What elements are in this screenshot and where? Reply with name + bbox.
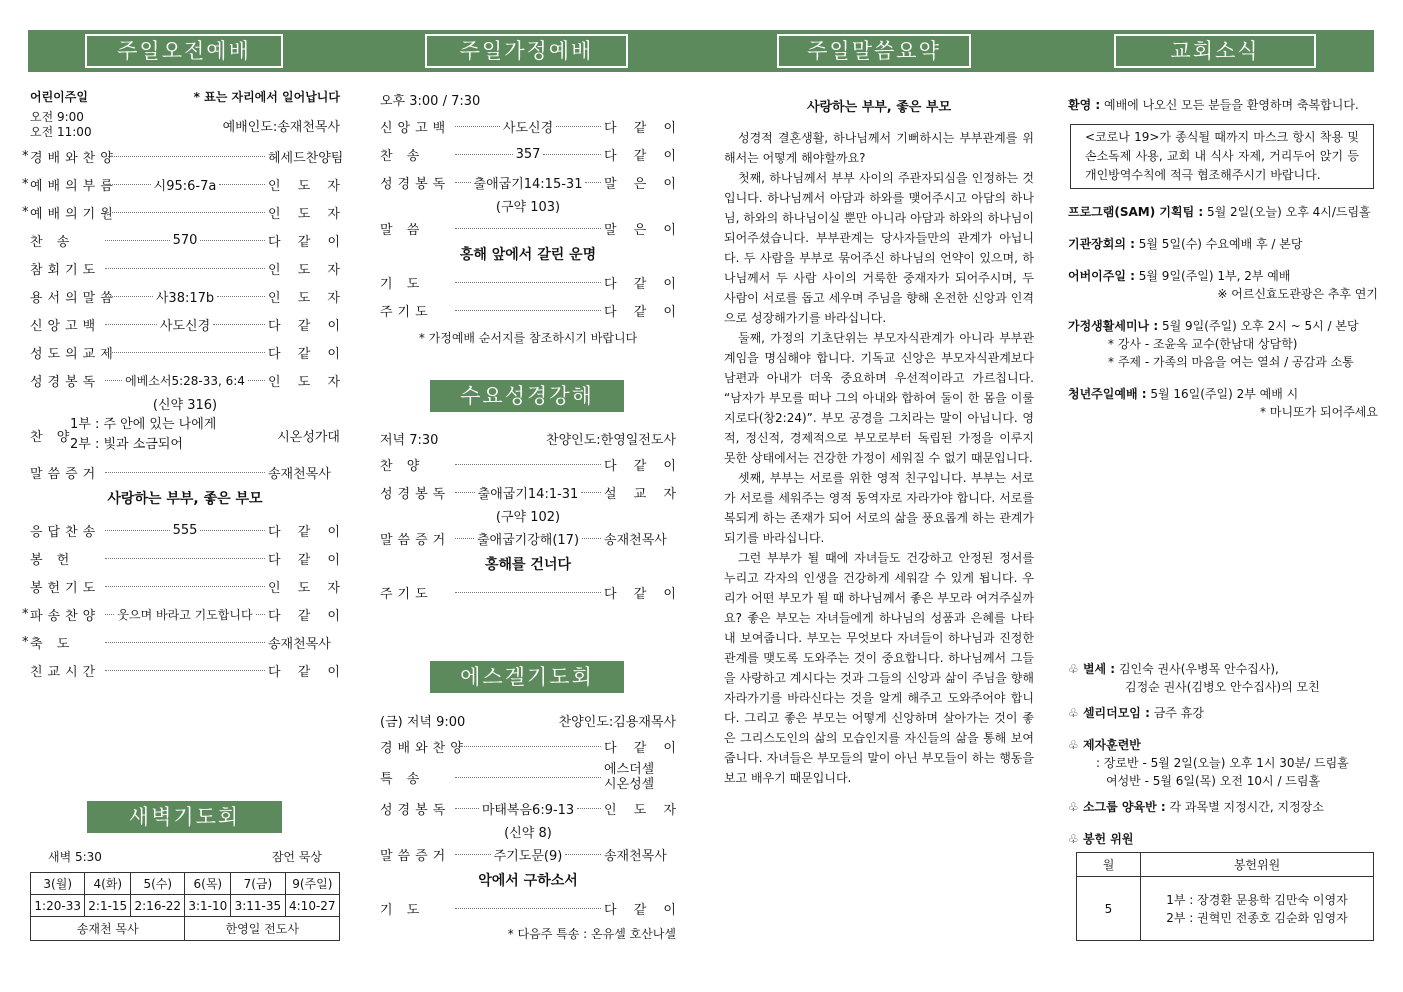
order-person: 다 같 이	[268, 346, 340, 362]
order-person: 인 도 자	[268, 178, 340, 194]
order-row	[380, 214, 676, 242]
dawn-cell: 3(월)	[31, 873, 85, 895]
order-row	[380, 168, 676, 196]
dawn-cell: 4:10-27	[285, 895, 339, 917]
order-row	[380, 578, 676, 606]
praise-1: 1부 : 주 안에 있는 나에게	[70, 417, 217, 432]
order-label: 성도의교제	[30, 346, 118, 362]
order-content: 출애굽기14:1-31	[477, 486, 579, 502]
order-row	[30, 366, 340, 394]
esc-title: 악에서 구하소서	[478, 873, 578, 889]
order-row	[30, 338, 340, 366]
order-label: 찬 송	[380, 148, 425, 164]
order-row	[22, 628, 340, 656]
order-row	[30, 544, 340, 572]
family-time: 오후 3:00 / 7:30	[380, 94, 481, 109]
order-label: 경배와찬양	[380, 740, 468, 756]
order-row	[380, 840, 676, 868]
order-content: 570	[172, 232, 198, 248]
order-row	[22, 170, 340, 198]
dawn-cell: 9(주일)	[285, 873, 339, 895]
esc-sub: (신약 8)	[504, 826, 552, 841]
covid-notice: <코로나 19>가 종식될 때까지 마스크 항시 착용 및 손소독제 사용, 교회 내 식사 자제, 거리두어 앉기 등 개인방역수칙에 적극 협조해주시기 바랍니다.	[1070, 124, 1374, 189]
wed-sub: (구약 102)	[495, 510, 561, 525]
order-row	[30, 572, 340, 600]
church-news-2: ♧ 별세 : 김인숙 권사(우병목 안수집사), 김정순 권사(김병오 안수집사)의 모친 ♧ 셀리더모임 : 금주 휴강 ♧ 제자훈련반 : 장로반 - 5월 2일(오늘) 오후 1시 30분/ 드림홀 여성반 - 5월 6일(목) 오전 10시 / 드림홀 ♧ 소그룹 양육반 : 각 과목별 지정시간, 지정장소 ♧ 봉헌 위원 월 봉헌위원 5 1부 : 장경환 문용학 김만숙 이영자 2부 : 권혁민 전종호 김순화 임영자	[1068, 660, 1378, 941]
order-label: 찬 송	[30, 234, 75, 250]
sermon-summary	[724, 96, 1034, 788]
order-row	[30, 656, 340, 684]
esc-time: (금) 저녁 9:00	[380, 714, 466, 730]
order-person: 다 같 이	[268, 524, 341, 540]
praise-2: 2부 : 빛과 소금되어	[70, 437, 183, 452]
news-item: 청년주일예배 : 5월 16일(주일) 2부 예배 시 * 마니또가 되어주세요	[1068, 387, 1378, 419]
order-row	[380, 524, 676, 552]
dawn-prayer	[30, 848, 340, 941]
order-person: 헤세드찬양팀	[268, 150, 344, 166]
family-worship	[380, 90, 676, 352]
dawn-cell: 6(목)	[185, 873, 231, 895]
esc-leader: 찬양인도:김용재목사	[558, 714, 676, 730]
order-person: 송재천목사	[268, 636, 331, 652]
family-title: 홍해 앞에서 갈린 운명	[459, 247, 597, 263]
order-label: 파송찬양	[30, 608, 101, 624]
order-person: 다 같 이	[604, 120, 677, 136]
order-person: 인 도 자	[268, 580, 340, 596]
order-person: 인 도 자	[268, 206, 340, 222]
order-label: 말씀증거	[380, 532, 451, 548]
order-label: 신앙고백	[380, 120, 451, 136]
order-label: 신앙고백	[30, 318, 101, 334]
order-row	[380, 140, 676, 168]
order-label: 친교시간	[30, 664, 101, 680]
order-row	[30, 282, 340, 310]
wed-header: 수요성경강해	[430, 380, 624, 412]
dawn-cell: 3:11-35	[231, 895, 285, 917]
esc-header: 에스겔기도회	[430, 661, 624, 693]
order-label: 축 도	[30, 636, 75, 652]
order-label: 성경봉독	[380, 802, 451, 818]
welcome-text: 예배에 나오신 모든 분들을 환영하며 축복합니다.	[1104, 98, 1359, 112]
order-label: 기 도	[380, 902, 425, 918]
order-person: 다 같 이	[604, 458, 676, 474]
order-row	[380, 478, 676, 506]
worship-leader: 예배인도:송재천목사	[222, 119, 340, 135]
order-content: 시95:6-7a	[153, 178, 217, 194]
order-person: 다 같 이	[604, 304, 676, 320]
section-header-sermon: 주일말씀요약	[777, 34, 971, 68]
order-person: 설 교 자	[604, 486, 677, 502]
family-sub: (구약 103)	[495, 200, 561, 215]
order-person: 송재천목사	[604, 848, 667, 864]
sermon-paragraph: 그런 부부가 될 때에 자녀들도 건강하고 안정된 정서를 누리고 각자의 인생을 건강하게 세워갈 수 있게 됩니다. 우리가 어떤 부모가 될 때 하나님께서 좋은 부모라 여겨주실까요? 좋은 부모는 자녀들에게 하나님의 성품과 은혜를 나타내 보여줍니다. 부모는 무엇보다 자녀들이 하나님과 진정한 관계를 맺도록 도와주는 것이 중요합니다. 하나님께서 그들을 사랑하고 계시다는 것과 그들의 신앙과 삶이 주님을 향해 자라가기를 바라신다는 것을 알게 해주고 도와주어야 합니다. 그리고 좋은 부모는 어떻게 신앙하며 살아가는 것이 좋은 그리스도인의 삶의 모습인지를 자신들의 삶을 통해 보여줍니다. 자녀들은 부모들의 말이 아닌 부모들이 하는 행동을 보고 배우기 때문입니다.	[724, 551, 1034, 785]
order-row	[380, 450, 676, 478]
order-row	[30, 226, 340, 254]
dawn-cell: 3:1-10	[185, 895, 231, 917]
order-person: 인 도 자	[604, 802, 677, 818]
section-header-family: 주일가정예배	[425, 34, 628, 68]
dawn-table	[30, 872, 340, 941]
sermon-title: 사랑하는 부부, 좋은 부모	[107, 491, 263, 507]
sermon-row: 말씀증거 송재천목사	[30, 466, 331, 482]
order-person: 다 같 이	[604, 740, 676, 756]
star-mark: *	[22, 148, 29, 164]
order-content: 사38:17b	[155, 290, 215, 306]
dawn-cell: 4(화)	[85, 873, 131, 895]
dawn-header: 새벽기도회	[87, 801, 282, 833]
news-item: 기관장회의 : 5월 5일(수) 수요예배 후 / 본당	[1068, 237, 1303, 251]
order-label: 예배의부름	[30, 178, 118, 194]
order-label: 주기도	[380, 586, 433, 602]
ezekiel-prayer	[380, 708, 676, 946]
sermon-summary-title: 사랑하는 부부, 좋은 부모	[806, 100, 952, 115]
order-label: 말 씀	[380, 222, 425, 238]
esc-note: * 다음주 특송 : 온유셀 호산나셀	[507, 927, 676, 941]
order-person: 송재천목사	[604, 532, 667, 548]
order-person: 다 같 이	[268, 552, 340, 568]
sermon-paragraph: 둘째, 가정의 기초단위는 부모자식관계가 아니라 부부관계임을 명심해야 합니다. 기독교 신앙은 부모자식관계보다 남편과 아내가 더욱 중요하며 우선적이라고 가르칩니다. “남자가 부모를 떠나 그의 아내와 합하여 둘이 한 몸을 이룰지로다(창2:24)”. 부모 공경을 그치라는 말이 아닙니다. 영적, 정신적, 경제적으로 부모로부터 독립된 가정을 이루지 못한 상태에서는 건강한 가정이 세워질 수 없기 때문입니다.	[724, 331, 1034, 465]
praise-choir: 시온성가대	[277, 429, 340, 445]
dawn-time: 새벽 5:30	[48, 850, 102, 864]
order-content: 주기도문(9)	[493, 848, 563, 864]
order-label: 성경봉독	[30, 374, 101, 390]
order-label: 용서의말씀	[30, 290, 118, 306]
order-person: 말 은 이	[604, 176, 676, 192]
order-label: 응답찬송	[30, 524, 101, 540]
star-mark: *	[22, 176, 29, 192]
order-label: 경배와찬양	[30, 150, 118, 166]
wed-time: 저녁 7:30	[380, 432, 439, 448]
dawn-cell: 2:1-15	[85, 895, 131, 917]
order-content: 웃으며 바라고 기도합니다	[117, 607, 253, 622]
order-row	[380, 268, 676, 296]
order-content: 사도신경	[159, 318, 211, 334]
wed-leader: 찬양인도:한영일전도사	[546, 432, 676, 448]
order-person: 다 같 이	[268, 608, 340, 624]
news-item: 어버이주일 : 5월 9일(주일) 1부, 2부 예배 ※ 어르신효도관광은 추후 연기	[1068, 269, 1378, 301]
order-row	[22, 142, 344, 170]
order-label: 참회기도	[30, 262, 101, 278]
order-content: 출애굽기강해(17)	[476, 532, 580, 548]
sermon-paragraph: 성경적 결혼생활, 하나님께서 기뻐하시는 부부관계를 위해서는 어떻게 해야할까요?	[724, 131, 1034, 165]
sermon-paragraph: 첫째, 하나님께서 부부 사이의 주관자되심을 인정하는 것입니다. 하나님께서 아담과 하와를 맺어주시고 아담의 하나님, 하와의 하나님이실 뿐만 아니라 아담과 하와의 하나님이 되어주셨습니다. 부부관계는 당사자들만의 관계가 아닙니다. 두 사람을 부부로 묶어주신 하나님의 언약이 있으며, 하나님께서 두 사람 사이의 거룩한 중재자가 되어주시며, 두 사람이 서로를 돕고 세우며 주님을 향해 온전한 신앙과 인격으로 성장해가기를 바라십니다.	[724, 171, 1034, 325]
order-row	[380, 296, 676, 324]
order-person: 다 같 이	[604, 148, 677, 164]
order-content: 555	[172, 522, 198, 538]
order-person: 다 같 이	[268, 234, 341, 250]
order-person: 말 은 이	[604, 222, 676, 238]
order-label: 찬 양	[380, 458, 425, 474]
order-row	[30, 516, 340, 544]
order-person: 인 도 자	[268, 290, 340, 306]
dawn-cell: 7(금)	[231, 873, 285, 895]
order-person: 인 도 자	[268, 374, 341, 390]
order-row	[22, 600, 340, 628]
order-row	[380, 112, 676, 140]
order-content: 357	[515, 146, 541, 162]
news-item: 가정생활세미나 : 5월 9일(주일) 오후 2시 ~ 5시 / 본당 * 강사 - 조윤옥 교수(한남대 상담학) * 주제 - 가족의 마음을 여는 열쇠 / 공감과 소통	[1068, 319, 1359, 369]
dawn-leader-2: 한영일 전도사	[185, 917, 340, 941]
order-label: 봉 헌	[30, 552, 75, 568]
dawn-leader-1: 송재천 목사	[31, 917, 185, 941]
order-row	[30, 254, 340, 282]
dawn-desc: 잠언 묵상	[271, 850, 322, 864]
order-person: 다 같 이	[268, 318, 341, 334]
order-content: 사도신경	[502, 120, 554, 136]
order-row	[22, 198, 340, 226]
bible-sub: (신약 316)	[152, 398, 218, 413]
order-person: 다 같 이	[604, 586, 676, 602]
wed-study	[380, 426, 676, 606]
order-person: 다 같 이	[604, 902, 676, 918]
order-label: 예배의기원	[30, 206, 118, 222]
time-1: 오전 9:00	[30, 110, 84, 124]
special-song-row: 특 송 에스더셀 시온성셀	[380, 762, 655, 792]
order-row	[30, 310, 340, 338]
family-note: * 가정예배 순서지를 참조하시기 바랍니다	[418, 331, 638, 345]
morning-worship	[22, 88, 344, 684]
time-2: 오전 11:00	[30, 125, 92, 139]
dawn-cell: 2:16-22	[131, 895, 185, 917]
order-row	[380, 732, 676, 760]
praise-label: 찬 양	[30, 429, 75, 445]
dawn-cell: 5(수)	[131, 873, 185, 895]
order-content: 출애굽기14:15-31	[473, 176, 583, 192]
star-mark: *	[22, 204, 29, 220]
wed-title: 홍해를 건너다	[484, 557, 572, 573]
order-person: 다 같 이	[604, 276, 676, 292]
order-label: 주기도	[380, 304, 433, 320]
dawn-cell: 1:20-33	[31, 895, 85, 917]
order-label: 기 도	[380, 276, 425, 292]
news-item: 프로그램(SAM) 기획팀 : 5월 2일(오늘) 오후 4시/드림홀	[1068, 205, 1371, 219]
order-content: 에베소서5:28-33, 6:4	[125, 373, 245, 388]
star-mark: *	[22, 634, 29, 650]
order-label: 성경봉독	[380, 486, 451, 502]
sermon-paragraph: 셋째, 부부는 서로를 위한 영적 친구입니다. 부부는 서로가 서로를 세워주는 영적 동역자로 자라가야 합니다. 서로를 복되게 하는 존재가 되어 서로의 삶을 풍요롭게 하는 관계가 되기를 바라십니다.	[724, 471, 1034, 545]
church-news: 환영 : 예배에 나오신 모든 분들을 환영하며 축복합니다. <코로나 19>가 종식될 때까지 마스크 항시 착용 및 손소독제 사용, 교회 내 식사 자제, 거리두어 앉기 등 개인방역수칙에 적극 협조해주시기 바랍니다. 프로그램(SAM) 기획팀 : 5월 2일(오늘) 오후 4시/드림홀 기관장회의 : 5월 5일(수) 수요예배 후 / 본당 어버이주일 : 5월 9일(주일) 1부, 2부 예배 ※ 어르신효도관광은 추후 연기 가정생활세미나 : 5월 9일(주일) 오후 2시 ~ 5시 / 본당 * 강사 - 조윤옥 교수(한남대 상담학) * 주제 - 가족의 마음을 여는 열쇠 / 공감과 소통 청년주일예배 : 5월 16일(주일) 2부 예배 시 * 마니또가 되어주세요	[1068, 98, 1378, 419]
section-header-news: 교회소식	[1114, 34, 1316, 68]
offering-table: 월 봉헌위원 5 1부 : 장경환 문용학 김만숙 이영자 2부 : 권혁민 전종호 김순화 임영자	[1076, 852, 1374, 941]
order-label: 말씀증거	[380, 848, 451, 864]
order-person: 인 도 자	[268, 262, 340, 278]
order-row	[380, 894, 676, 922]
children-day-label: 어린이주일	[30, 90, 88, 104]
star-mark: *	[22, 606, 29, 622]
order-label: 봉헌기도	[30, 580, 101, 596]
section-header-morning: 주일오전예배	[85, 34, 283, 68]
standing-note: * 표는 자리에서 일어납니다	[193, 90, 340, 104]
order-label: 성경봉독	[380, 176, 451, 192]
order-person: 다 같 이	[268, 664, 340, 680]
order-row	[380, 794, 676, 822]
order-content: 마태복음6:9-13	[481, 802, 575, 818]
